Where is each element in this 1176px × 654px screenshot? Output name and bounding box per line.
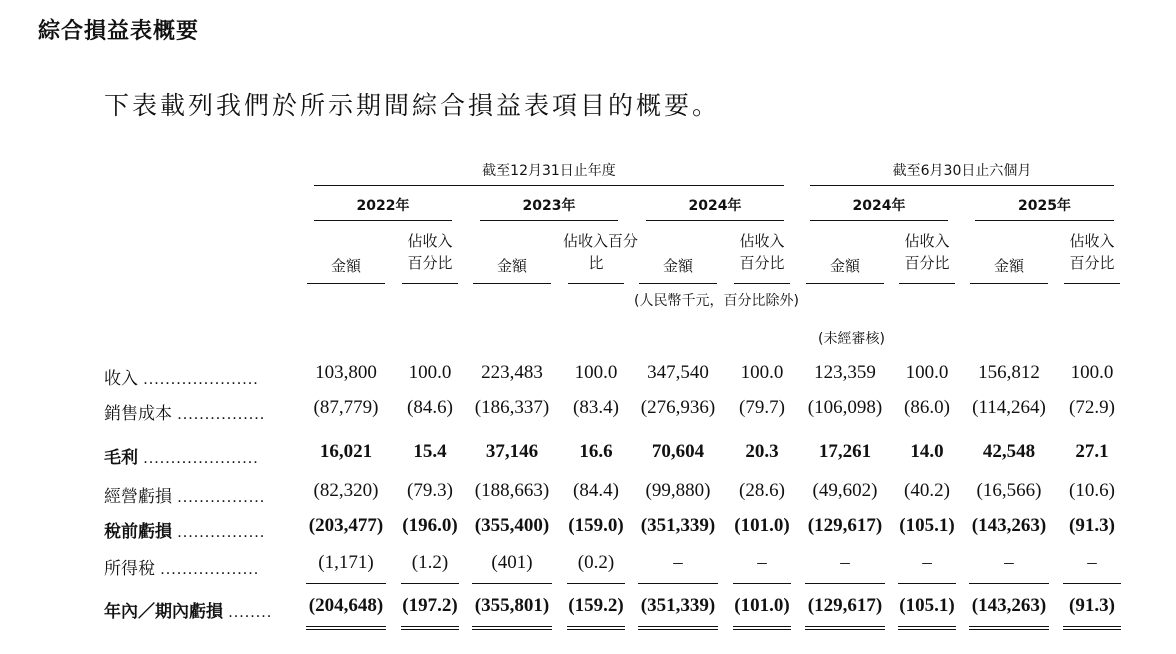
table-cell: (0.2) [577, 552, 615, 573]
year-header: 2025年 [1018, 198, 1071, 214]
row-label-text: 收入 [104, 369, 138, 389]
subtotal-rule [805, 583, 885, 584]
row-label [104, 443, 259, 469]
table-cell: – [1004, 552, 1014, 573]
year-rule [975, 220, 1114, 221]
subtotal-rule [638, 583, 718, 584]
table-cell: (91.3) [1069, 515, 1115, 536]
table-cell: (351,339) [640, 515, 716, 536]
group-rule-halfyear [810, 185, 1114, 186]
table-cell: (84.6) [407, 397, 453, 418]
row-label-text: 毛利 [104, 448, 138, 468]
leader-dots: ........ [223, 604, 273, 621]
table-cell: (91.3) [1069, 595, 1115, 616]
table-cell: (49,602) [812, 480, 878, 501]
table-cell: (197.2) [402, 595, 458, 616]
table-cell: 17,261 [818, 441, 872, 462]
table-cell: (10.6) [1069, 480, 1115, 501]
leader-dots: ..................... [138, 450, 259, 467]
leader-dots: ................ [172, 524, 266, 541]
table-cell: (82,320) [313, 480, 379, 501]
table-cell: (1.2) [411, 552, 449, 573]
row-label-text: 經營虧損 [104, 487, 172, 507]
row-label-text: 銷售成本 [104, 404, 172, 424]
row-label-text: 稅前虧損 [104, 522, 172, 542]
unit-note: (人民幣千元，百分比除外) [634, 293, 799, 309]
table-cell: 42,548 [982, 441, 1036, 462]
table-cell: (16,566) [976, 480, 1042, 501]
table-cell: (79.3) [407, 480, 453, 501]
table-cell: – [673, 552, 683, 573]
group-rule-annual [314, 185, 784, 186]
table-cell: 100.0 [740, 362, 784, 383]
table-cell: (83.4) [573, 397, 619, 418]
total-double-rule [472, 626, 552, 630]
column-header-rule [473, 283, 551, 284]
total-double-rule [733, 626, 791, 630]
column-header-percentage: 佔收入 百分比 [739, 232, 785, 272]
table-cell: 100.0 [1070, 362, 1114, 383]
row-label [104, 554, 260, 580]
column-header-percentage: 佔收入百分 比 [563, 232, 639, 272]
table-cell: (84.4) [573, 480, 619, 501]
table-cell: (105.1) [899, 595, 955, 616]
table-cell: (129,617) [807, 595, 883, 616]
table-cell: (351,339) [640, 595, 716, 616]
column-header-amount: 金額 [829, 257, 860, 275]
table-cell: (401) [491, 552, 533, 573]
total-double-rule [401, 626, 459, 630]
table-cell: 27.1 [1075, 441, 1109, 462]
year-header: 2023年 [522, 198, 576, 214]
column-group-halfyear: 截至6月30日止六個月 [892, 163, 1032, 179]
year-header: 2022年 [356, 198, 410, 214]
subtotal-rule [567, 583, 625, 584]
column-header-rule [402, 283, 458, 284]
subtotal-rule [969, 583, 1049, 584]
year-rule [646, 220, 784, 221]
table-cell: (28.6) [739, 480, 785, 501]
table-cell: (40.2) [904, 480, 950, 501]
table-cell: 100.0 [574, 362, 618, 383]
table-cell: 100.0 [408, 362, 452, 383]
total-double-rule [1063, 626, 1121, 630]
table-cell: (105.1) [899, 515, 955, 536]
column-header-percentage: 佔收入 百分比 [1069, 232, 1115, 272]
total-double-rule [805, 626, 885, 630]
subtotal-rule [472, 583, 552, 584]
column-header-rule [1064, 283, 1120, 284]
table-cell: 123,359 [814, 362, 876, 383]
table-cell: 70,604 [651, 441, 705, 462]
subtotal-rule [401, 583, 459, 584]
table-cell: 16.6 [579, 441, 613, 462]
table-cell: (72.9) [1069, 397, 1115, 418]
column-header-rule [970, 283, 1048, 284]
row-label-text: 所得稅 [104, 559, 155, 579]
row-label [104, 364, 259, 390]
subtotal-rule [306, 583, 386, 584]
year-header: 2024年 [688, 198, 742, 214]
table-cell: 37,146 [485, 441, 539, 462]
table-cell: (1,171) [318, 552, 374, 573]
table-cell: (276,936) [640, 397, 716, 418]
year-rule [480, 220, 618, 221]
year-header: 2024年 [852, 198, 906, 214]
column-header-amount: 金額 [496, 257, 527, 275]
leader-dots: ................ [172, 406, 266, 423]
leader-dots: ................ [172, 489, 266, 506]
table-cell: (143,263) [971, 595, 1047, 616]
table-cell: – [922, 552, 932, 573]
column-header-rule [307, 283, 385, 284]
table-cell: (355,400) [474, 515, 550, 536]
table-cell: (186,337) [474, 397, 550, 418]
table-cell: 347,540 [647, 362, 709, 383]
table-cell: 223,483 [481, 362, 543, 383]
row-label-text: 年內／期內虧損 [104, 602, 223, 622]
total-double-rule [306, 626, 386, 630]
table-cell: (159.0) [568, 515, 624, 536]
column-header-amount: 金額 [330, 257, 361, 275]
table-cell: (159.2) [568, 595, 624, 616]
leader-dots: ..................... [138, 371, 259, 388]
subtotal-rule [898, 583, 956, 584]
table-cell: (99,880) [645, 480, 711, 501]
table-cell: 16,021 [319, 441, 373, 462]
table-cell: 156,812 [978, 362, 1040, 383]
table-cell: (188,663) [474, 480, 550, 501]
section-heading: 綜合損益表概要 [38, 19, 200, 44]
table-cell: 20.3 [745, 441, 779, 462]
table-cell: 103,800 [315, 362, 377, 383]
table-cell: (86.0) [904, 397, 950, 418]
column-header-rule [899, 283, 955, 284]
subtotal-rule [1063, 583, 1121, 584]
table-cell: (203,477) [308, 515, 384, 536]
row-label [104, 597, 273, 623]
column-header-amount: 金額 [993, 257, 1024, 275]
column-header-rule [568, 283, 624, 284]
row-label [104, 399, 266, 425]
row-label [104, 482, 266, 508]
column-header-rule [734, 283, 790, 284]
table-cell: (101.0) [734, 515, 790, 536]
table-cell: (143,263) [971, 515, 1047, 536]
table-cell: (79.7) [739, 397, 785, 418]
table-cell: (204,648) [308, 595, 384, 616]
total-double-rule [969, 626, 1049, 630]
table-cell: 100.0 [905, 362, 949, 383]
table-cell: – [757, 552, 767, 573]
total-double-rule [638, 626, 718, 630]
column-group-annual: 截至12月31日止年度 [482, 163, 616, 179]
table-cell: 14.0 [910, 441, 944, 462]
column-header-rule [639, 283, 717, 284]
year-rule [314, 220, 452, 221]
total-double-rule [898, 626, 956, 630]
table-cell: (196.0) [402, 515, 458, 536]
column-header-rule [806, 283, 884, 284]
table-cell: (114,264) [972, 397, 1046, 418]
column-header-amount: 金額 [662, 257, 693, 275]
unaudited-note: (未經審核) [818, 331, 885, 347]
leader-dots: .................. [155, 561, 260, 578]
table-cell: 15.4 [413, 441, 447, 462]
table-cell: – [840, 552, 850, 573]
row-label [104, 517, 266, 543]
table-cell: (129,617) [807, 515, 883, 536]
intro-paragraph: 下表載列我們於所示期間綜合損益表項目的概要。 [104, 93, 721, 120]
table-cell: (355,801) [474, 595, 550, 616]
column-header-percentage: 佔收入 百分比 [904, 232, 950, 272]
total-double-rule [567, 626, 625, 630]
column-header-percentage: 佔收入 百分比 [407, 232, 453, 272]
table-cell: – [1087, 552, 1097, 573]
subtotal-rule [733, 583, 791, 584]
year-rule [810, 220, 948, 221]
table-cell: (101.0) [734, 595, 790, 616]
table-cell: (87,779) [313, 397, 379, 418]
table-cell: (106,098) [807, 397, 883, 418]
